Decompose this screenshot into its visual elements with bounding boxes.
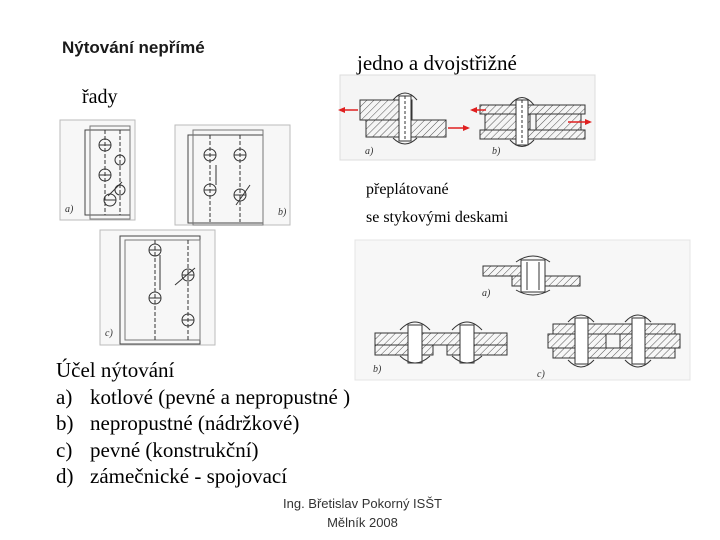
shear-type-label: jedno a dvojstřižné [357, 51, 517, 75]
list-item [56, 410, 350, 437]
list-item [56, 463, 350, 490]
joint-label-c: c) [537, 369, 545, 380]
page-title: Nýtování nepřímé [62, 38, 205, 57]
cover-plate-label-line: se stykovými deskami [366, 209, 509, 226]
rivet-rows-label-b: b) [278, 207, 287, 218]
list-marker: b) [56, 411, 74, 435]
purpose-heading: Účel nýtování [56, 358, 175, 382]
rivet-rows-label-a: a) [65, 204, 74, 215]
list-item-text: nepropustné (nádržkové) [90, 411, 300, 435]
list-marker: d) [56, 464, 74, 488]
list-item-text: kotlové (pevné a nepropustné ) [90, 384, 351, 409]
rivet-rows-label-c: c) [105, 328, 113, 339]
footer-credit [283, 494, 442, 532]
list-item-text: zámečnické - spojovací [90, 464, 288, 488]
lap-joint-label [366, 176, 508, 232]
shear-label-a: a) [365, 146, 374, 157]
joint-label-a: a) [482, 288, 491, 299]
list-item [56, 384, 350, 411]
footer-place-year: Mělník 2008 [327, 515, 398, 530]
list-marker: c) [56, 437, 73, 462]
footer-author: Ing. Břetislav Pokorný ISŠT [283, 496, 442, 511]
list-marker: a) [56, 384, 73, 409]
list-item [56, 437, 350, 464]
list-item-text: pevné (konstrukční) [90, 437, 259, 462]
shear-label-b: b) [492, 146, 501, 157]
rows-label: řady [82, 86, 118, 108]
purpose-list [56, 357, 350, 490]
lap-joint-label-line: přeplátované [366, 181, 449, 198]
rivet-rows-figure-c [100, 230, 215, 345]
joint-label-b: b) [373, 364, 382, 375]
rivet-rows-figure-b [175, 125, 290, 225]
